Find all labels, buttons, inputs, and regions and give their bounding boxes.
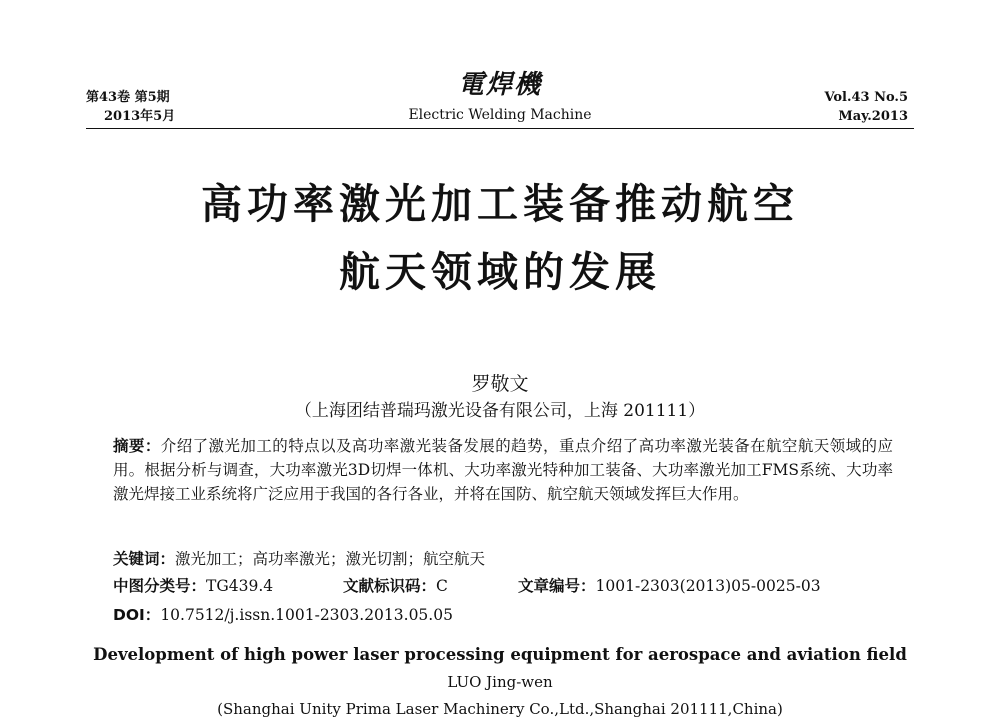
volume-issue: 第43卷 第5期: [86, 90, 170, 105]
doi: [113, 603, 893, 627]
clc-label: 中图分类号：: [113, 577, 207, 595]
doc-code-value: C: [436, 577, 448, 595]
journal-header: [0, 0, 1000, 132]
publication-date-cn: 2013年5月: [104, 109, 176, 124]
abstract-text: 介绍了激光加工的特点以及高功率激光装备发展的趋势，重点介绍了高功率激光装备在航空航天领域的应用。根据分析与调查，大功率激光3D切焊一体机、大功率激光特种加工装备、大功率激光加工FMS系统、大功率激光焊接工业系统将广泛应用于我国的各行各业，并将在国防、航空航天领域发挥巨大作用。: [113, 437, 893, 503]
article-number-value: 1001-2303(2013)05-0025-03: [595, 577, 821, 595]
doi-value: 10.7512/j.issn.1001-2303.2013.05.05: [160, 606, 453, 624]
title-line-1: 高功率激光加工装备推动航空: [201, 180, 799, 228]
keywords: [113, 547, 893, 571]
keywords-text: 激光加工；高功率激光；激光切割；航空航天: [175, 550, 486, 568]
abstract-label: 摘要：: [113, 437, 161, 455]
article-number-label: 文章编号：: [518, 577, 596, 595]
author-name: 罗敬文: [471, 373, 529, 395]
clc-value: TG439.4: [206, 577, 274, 595]
title-line-2: 航天领域的发展: [339, 248, 661, 296]
header-right: [824, 88, 908, 126]
english-affiliation: (Shanghai Unity Prima Laser Machinery Co.,Ltd.,Shanghai 201111,China): [217, 700, 783, 718]
volume-en: Vol.43 No.5: [824, 90, 908, 105]
journal-name-en: Electric Welding Machine: [408, 107, 592, 123]
doi-label: DOI：: [113, 606, 161, 624]
clc-group: [113, 574, 273, 598]
publication-date-en: May.2013: [838, 109, 908, 124]
journal-logo: 電焊機: [457, 70, 542, 100]
header-rule: [86, 128, 914, 129]
header-center: [400, 70, 600, 124]
article-number-group: [518, 574, 821, 598]
doc-code-group: [343, 574, 448, 598]
abstract: [113, 434, 893, 506]
english-author: LUO Jing-wen: [447, 673, 553, 691]
doc-code-label: 文献标识码：: [343, 577, 437, 595]
keywords-label: 关键词：: [113, 550, 176, 568]
paper-title: [0, 170, 1000, 306]
header-left: [86, 88, 175, 126]
english-title: Development of high power laser processing equipment for aerospace and aviation field: [93, 645, 907, 664]
author-affiliation: （上海团结普瑞玛激光设备有限公司，上海 201111）: [294, 401, 706, 421]
